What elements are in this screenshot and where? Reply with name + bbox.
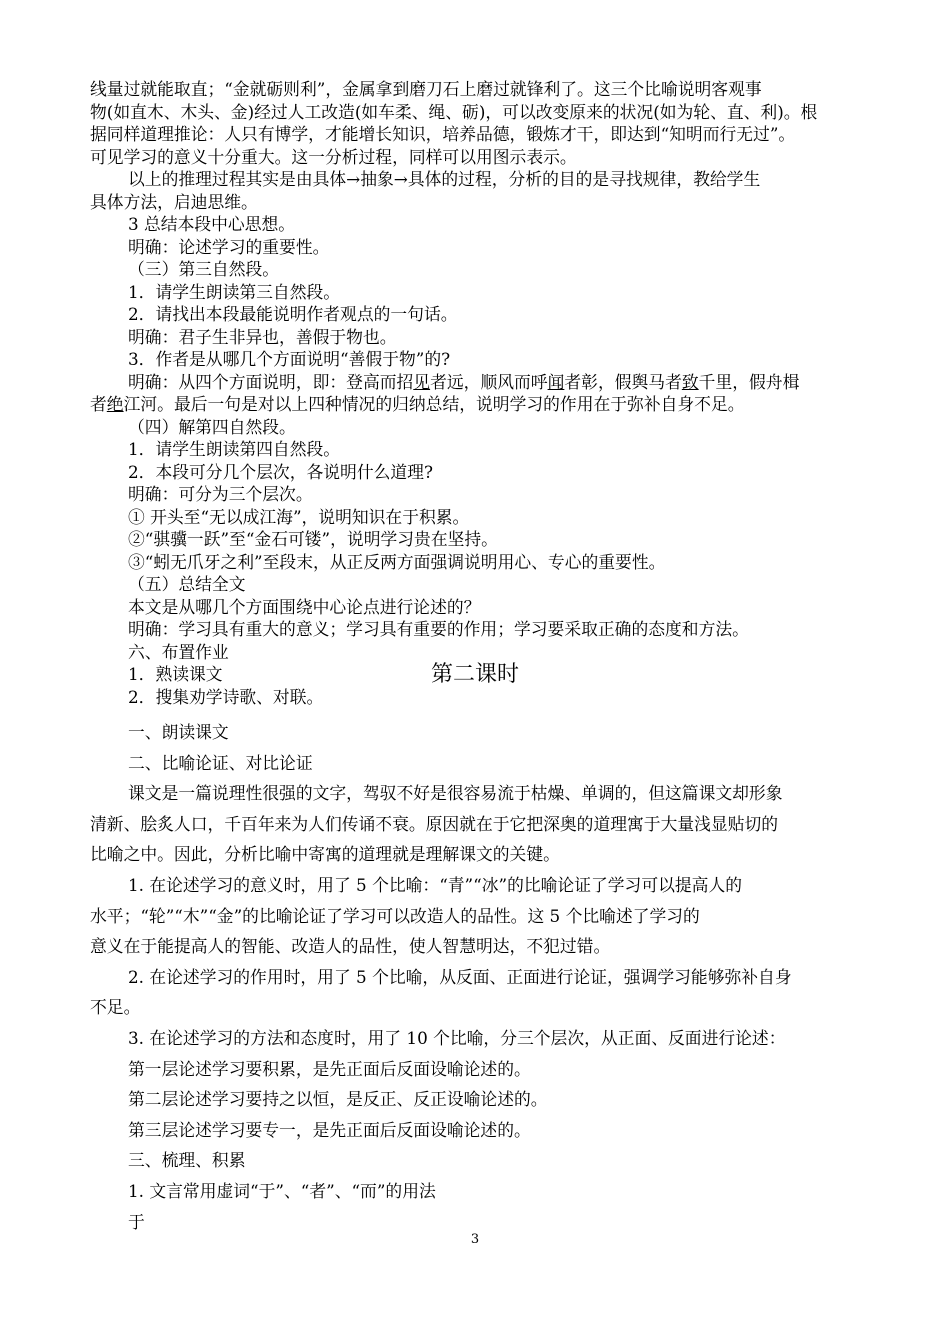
text-line: 第二层论述学习要持之以恒，是反正、反正设喻论述的。	[128, 1089, 548, 1110]
lesson-title: 第二课时	[430, 662, 519, 687]
text-line: 课文是一篇说理性很强的文字，驾驭不好是很容易流于枯燥、单调的，但这篇课文却形象	[128, 783, 783, 804]
lesson-section-2	[90, 717, 880, 1237]
text-line: 1. 在论述学习的意义时，用了 5 个比喻：“青”“冰”的比喻论证了学习可以提高人的	[128, 874, 743, 895]
text-line: 水平；“轮”“木”“金”的比喻论证了学习可以改造人的品性。这 5 个比喻述了学习的	[90, 905, 700, 926]
text-line: 1. 文言常用虚词“于”、“者”、“而”的用法	[128, 1180, 436, 1201]
subheading: （三）第三自然段。	[128, 259, 280, 279]
text-line: 物(如直木、木头、金)经过人工改造(如车柔、绳、砺)，可以改变原来的状况(如为轮、直、利)。根	[90, 101, 818, 122]
text-run: 者	[90, 394, 107, 414]
text-line: 不足。	[90, 997, 141, 1018]
text-line: 清新、脍炙人口，千百年来为人们传诵不衰。原因就在于它把深奥的道理寓于大量浅显贴切的	[90, 813, 779, 834]
text-line: 本文是从哪几个方面围绕中心论点进行论述的？	[128, 596, 481, 617]
text-line: 明确：君子生非异也，善假于物也。	[128, 326, 397, 347]
text-line: 以上的推理过程其实是由具体→抽象→具体的过程，分析的目的是寻找规律，教给学生	[128, 169, 761, 189]
text-line: 1．熟读课文	[128, 664, 223, 684]
text-line: 据同样道理推论：人只有博学，才能增长知识，培养品德，锻炼才干，即达到“知明而行无过”。	[90, 124, 796, 144]
text-line	[90, 393, 880, 416]
text-line: ③“蚓无爪牙之利”至段末，从正反两方面强调说明用心、专心的重要性。	[128, 551, 666, 572]
text-line: 2．请找出本段最能说明作者观点的一句话。	[128, 304, 458, 324]
text-line: 意义在于能提高人的智能、改造人的品性，使人智慧明达，不犯过错。	[90, 936, 611, 957]
text-line: 明确：论述学习的重要性。	[128, 236, 330, 257]
subheading: 六、布置作业	[128, 641, 229, 662]
text-line: ②“骐骥一跃”至“金石可镂”，说明学习贵在坚持。	[128, 529, 498, 549]
underlined-word: 见	[413, 371, 431, 392]
underlined-word: 绝	[106, 394, 124, 414]
subheading: 二、比喻论证、对比论证	[128, 752, 313, 773]
text-line: 3 总结本段中心思想。	[128, 214, 296, 234]
subheading: 三、梳理、积累	[128, 1150, 246, 1171]
text-line: 3. 在论述学习的方法和态度时，用了 10 个比喻，分三个层次，从正面、反面进行论述：	[128, 1027, 786, 1048]
text-run: 千里，假舟楫	[698, 371, 800, 392]
text-line: 明确：可分为三个层次。	[128, 484, 313, 504]
text-run: 江河。最后一句是对以上四种情况的归纳总结，说明学习的作用在于弥补自身不足。	[123, 394, 745, 414]
text-line: 可见学习的意义十分重大。这一分析过程，同样可以用图示表示。	[90, 146, 577, 167]
text-line: ① 开头至“无以成江海”，说明知识在于积累。	[128, 506, 470, 527]
text-line	[90, 371, 880, 394]
text-run: 明确：从四个方面说明，即：登高而招	[128, 371, 414, 392]
subheading: （五）总结全文	[128, 574, 246, 594]
underlined-word: 致	[681, 371, 699, 392]
text-line: 3．作者是从哪几个方面说明“善假于物”的?	[128, 349, 451, 369]
text-line: 于	[128, 1211, 145, 1232]
text-line: 线量过就能取直；“金就砺则利”，金属拿到磨刀石上磨过就锋利了。这三个比喻说明客观事	[90, 79, 762, 99]
text-line: 第一层论述学习要积累，是先正面后反面设喻论述的。	[128, 1058, 531, 1079]
text-line: 2．搜集劝学诗歌、对联。	[128, 686, 324, 707]
text-line: 具体方法，启迪思维。	[90, 191, 258, 212]
text-line: 比喻之中。因此，分析比喻中寄寓的道理就是理解课文的关键。	[90, 844, 560, 865]
text-line: 明确：学习具有重大的意义；学习具有重要的作用；学习要采取正确的态度和方法。	[128, 619, 749, 639]
text-line: 2．本段可分几个层次，各说明什么道理?	[128, 461, 433, 482]
text-run: 者彰，假舆马者	[564, 371, 682, 392]
subheading: （四）解第四自然段。	[128, 416, 296, 437]
text-line: 2. 在论述学习的作用时，用了 5 个比喻，从反面、正面进行论证，强调学习能够弥补自身	[128, 966, 792, 987]
lesson-section-1	[90, 78, 880, 708]
page-number: 3	[470, 1232, 480, 1247]
subheading: 一、朗读课文	[128, 722, 229, 742]
text-line: 1．请学生朗读第四自然段。	[128, 439, 341, 459]
text-run: 者远，顺风而呼	[430, 371, 548, 392]
text-line: 第三层论述学习要专一，是先正面后反面设喻论述的。	[128, 1119, 531, 1140]
underlined-word: 闻	[547, 371, 565, 392]
text-line: 1．请学生朗读第三自然段。	[128, 281, 341, 302]
